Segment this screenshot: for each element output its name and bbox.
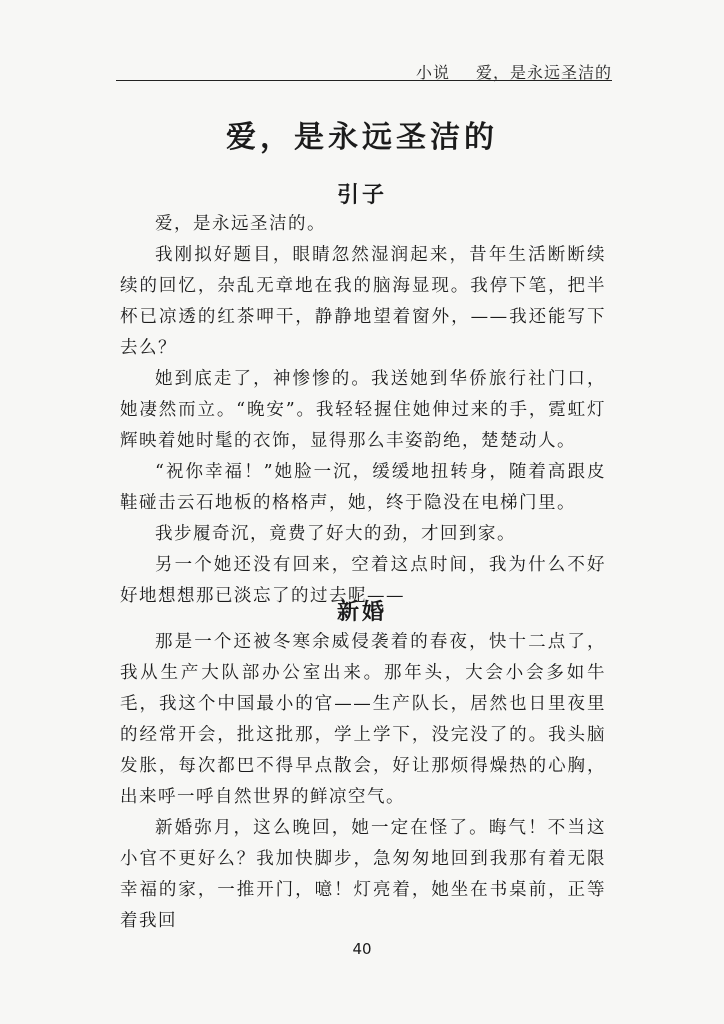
section-heading-newlywed: 新婚 (336, 600, 387, 625)
section-body-newlywed (120, 627, 606, 937)
paragraph: “祝你幸福！”她脸一沉，缓缓地扭转身，随着高跟皮鞋碰击云石地板的格格声，她，终于隐没在电梯门里。 (120, 462, 606, 513)
header-rule (116, 80, 612, 81)
section-body-prologue (120, 209, 606, 612)
paragraph: 爱，是永远圣洁的。 (155, 214, 326, 234)
paragraph: 我刚拟好题目，眼睛忽然湿润起来，昔年生活断断续续的回忆，杂乱无章地在我的脑海显现。我停下笔，把半杯已凉透的红茶呷干，静静地望着窗外，——我还能写下去么？ (120, 245, 606, 358)
running-head-title: 爱，是永远圣洁的 (475, 63, 612, 82)
paragraph: 我步履奇沉，竟费了好大的劲，才回到家。 (155, 524, 516, 544)
page-title: 爱，是永远圣洁的 (226, 120, 498, 155)
section-heading-prologue: 引子 (336, 183, 387, 208)
paragraph: 那是一个还被冬寒余威侵袭着的春夜，快十二点了，我从生产大队部办公室出来。那年头，大会小会多如牛毛，我这个中国最小的官——生产队长，居然也日里夜里的经常开会，批这批那，学上学下，没完没了的。我头脑发胀，每次都巴不得早点散会，好让那烦得燥热的心胸，出来呼一呼自然世界的鲜凉空气。 (120, 632, 606, 807)
paragraph: 另一个她还没有回来，空着这点时间，我为什么不好好地想想那已淡忘了的过去呢—— (120, 555, 606, 606)
running-head-section: 小说 (415, 63, 450, 82)
paragraph: 新婚弥月，这么晚回，她一定在怪了。晦气！不当这小官不更好么？我加快脚步，急匆匆地回到我那有着无限幸福的家，一推开门，噫！灯亮着，她坐在书桌前，正等着我回 (120, 818, 606, 931)
paragraph: 她到底走了，神惨惨的。我送她到华侨旅行社门口，她凄然而立。“晚安”。我轻轻握住她伸过来的手，霓虹灯辉映着她时髦的衣饰，显得那么丰姿韵绝，楚楚动人。 (120, 369, 606, 451)
page-number: 40 (352, 940, 372, 958)
